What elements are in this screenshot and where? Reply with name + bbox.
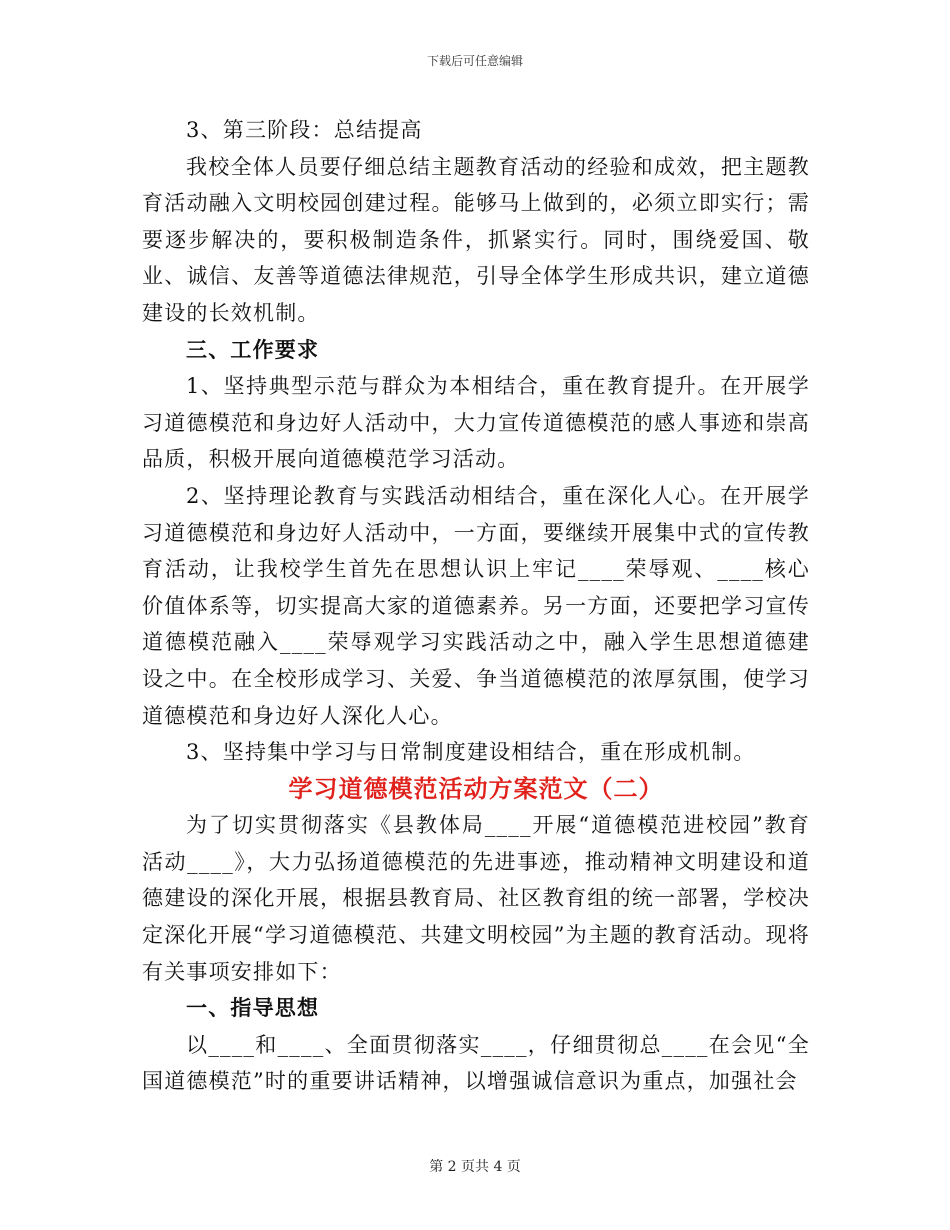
paragraph-guiding-thought: 以____和____、全面贯彻落实____，仔细贯彻总____在会见“全国道德模范”时的重要讲话精神，以增强诚信意识为重点，加强社会 [142, 1032, 810, 1094]
paragraph-requirement-1: 1、坚持典型示范与群众为本相结合，重在教育提升。在开展学习道德模范和身边好人活动中，大力宣传道德模范的感人事迹和崇高品质，积极开展向道德模范学习活动。 [142, 374, 810, 472]
page-footer: 第 2 页共 4 页 [429, 1159, 521, 1175]
document-body [142, 112, 810, 1100]
section-heading-requirements: 三、工作要求 [186, 337, 320, 362]
paragraph-intro: 为了切实贯彻落实《县教体局____开展“道德模范进校园”教育活动____》，大力弘扬道德模范的先进事迹，推动精神文明建设和道德建设的深化开展，根据县教育局、社区教育组的统一部署，学校决定深化开展“学习道德模范、共建文明校园”为主题的教育活动。现将有关事项安排如下： [142, 813, 810, 984]
paragraph-requirement-2: 2、坚持理论教育与实践活动相结合，重在深化人心。在开展学习道德模范和身边好人活动中，一方面，要继续开展集中式的宣传教育活动，让我校学生首先在思想认识上牢记____荣辱观、____核心价值体系等，切实提高大家的道德素养。另一方面，还要把学习宣传道德模范融入____荣辱观学习实践活动之中，融入学生思想道德建设之中。在全校形成学习、关爱、争当道德模范的浓厚氛围，使学习道德模范和身边好人深化人心。 [142, 483, 810, 728]
document-title-2: 学习道德模范活动方案范文（二） [288, 774, 664, 803]
paragraph-requirement-3: 3、坚持集中学习与日常制度建设相结合，重在形成机制。 [186, 740, 756, 765]
page-header: 下载后可任意编辑 [426, 54, 523, 68]
section-heading-guiding-thought: 一、指导思想 [186, 996, 320, 1021]
paragraph-stage-three: 3、第三阶段：总结提高 [186, 118, 423, 142]
paragraph-stage-three-body: 我校全体人员要仔细总结主题教育活动的经验和成效，把主题教育活动融入文明校园创建过程。能够马上做到的，必须立即实行；需要逐步解决的，要积极制造条件，抓紧实行。同时，围绕爱国、敬业、诚信、友善等道德法律规范，引导全体学生形成共识，建立道德建设的长效机制。 [142, 154, 810, 325]
